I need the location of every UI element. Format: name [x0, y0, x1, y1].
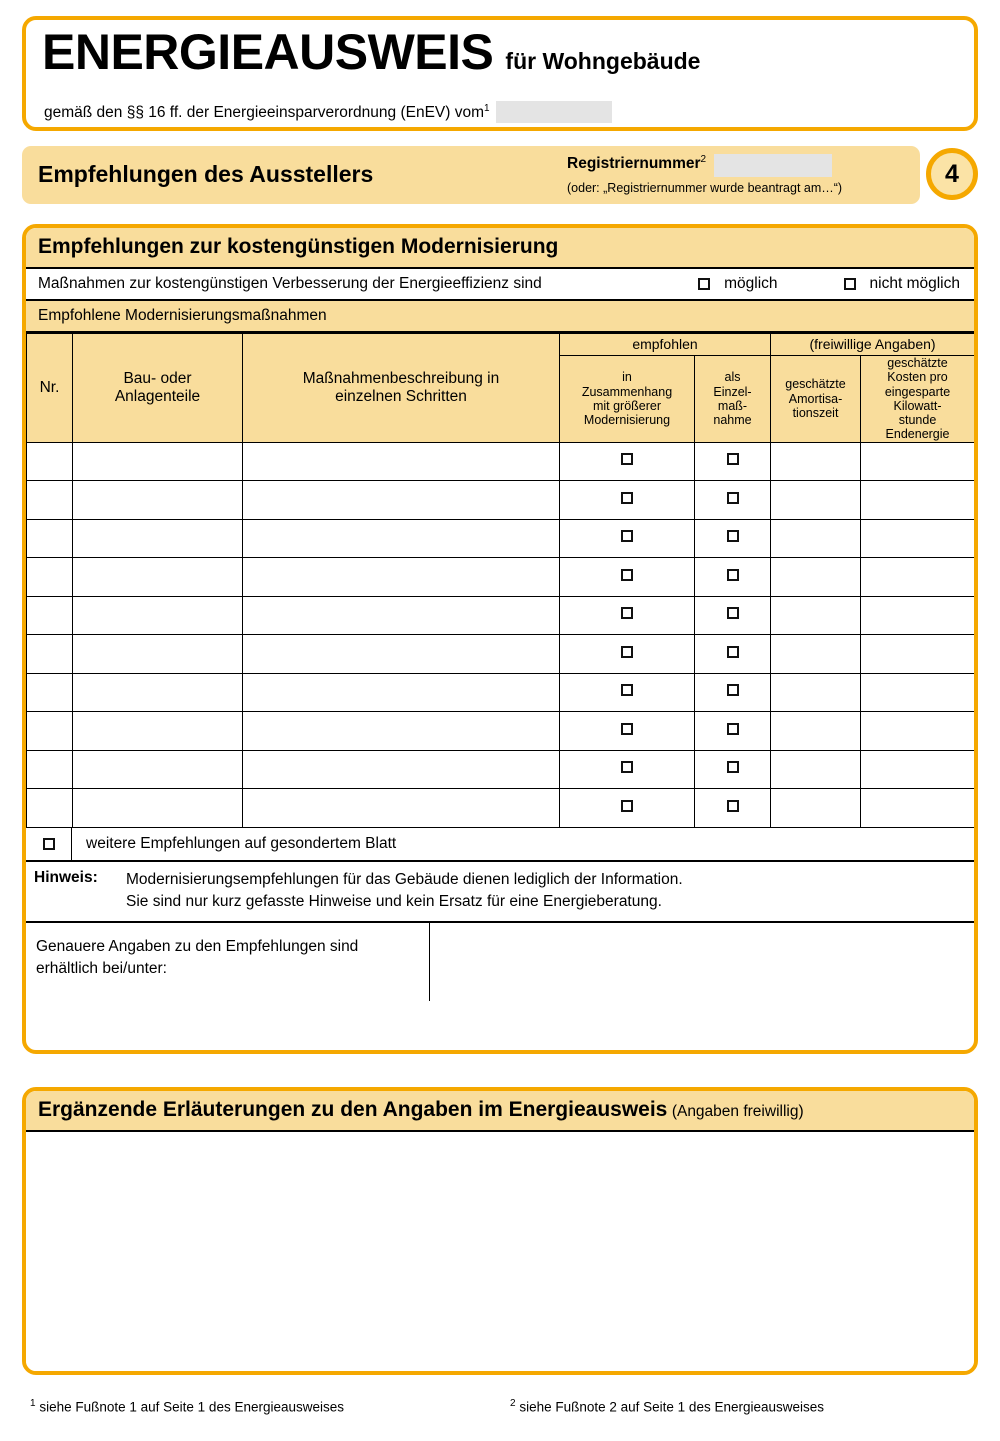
checkbox-icon-single-measure[interactable]: [727, 646, 739, 658]
row-cell-single[interactable]: [695, 519, 771, 558]
row-cell-description[interactable]: [243, 635, 560, 674]
footnotes: [30, 1398, 970, 1415]
measures-table: [26, 333, 975, 828]
explanations-textarea[interactable]: [26, 1132, 974, 1375]
explanations-heading-note: (Angaben freiwillig): [671, 1103, 804, 1120]
checkbox-icon-in-context[interactable]: [621, 723, 633, 735]
row-cell-single[interactable]: [695, 442, 771, 481]
explanations-panel: [22, 1087, 978, 1375]
row-cell-parts[interactable]: [73, 442, 243, 481]
row-cell-in-context[interactable]: [560, 596, 695, 635]
checkbox-icon-in-context[interactable]: [621, 453, 633, 465]
row-cell-amortisation[interactable]: [771, 519, 861, 558]
table-row: [27, 673, 975, 712]
col-header-nr: Nr.: [27, 334, 73, 443]
note-line-1: Modernisierungsempfehlungen für das Gebäude dienen lediglich der Information.: [126, 870, 683, 888]
legal-basis-line: [44, 102, 612, 124]
row-cell-amortisation[interactable]: [771, 789, 861, 828]
row-cell-single[interactable]: [695, 712, 771, 751]
registration-line: [567, 152, 917, 175]
row-cell-cost-per-kwh[interactable]: [861, 750, 975, 789]
checkbox-icon-single-measure[interactable]: [727, 723, 739, 735]
contact-label: Genauere Angaben zu den Empfehlungen sind erhältlich bei/unter:: [26, 923, 430, 1001]
row-cell-nr[interactable]: [27, 712, 73, 751]
section-header-bar: [22, 146, 920, 204]
feasibility-question: Maßnahmen zur kostengünstigen Verbesserung der Energieeffizienz sind: [38, 275, 542, 292]
row-cell-parts[interactable]: [73, 558, 243, 597]
table-row: [27, 712, 975, 751]
title-row: [26, 20, 974, 79]
row-cell-nr[interactable]: [27, 673, 73, 712]
checkbox-icon-in-context[interactable]: [621, 761, 633, 773]
checkbox-icon-in-context[interactable]: [621, 530, 633, 542]
row-cell-description[interactable]: [243, 750, 560, 789]
row-cell-amortisation[interactable]: [771, 635, 861, 674]
footnote-2: [510, 1398, 824, 1415]
feasibility-possible-label: möglich: [724, 275, 778, 292]
row-cell-amortisation[interactable]: [771, 481, 861, 520]
table-row: [27, 635, 975, 674]
further-recommendations-row[interactable]: [26, 828, 974, 862]
row-cell-amortisation[interactable]: [771, 673, 861, 712]
enev-date-redaction-field[interactable]: [496, 101, 612, 123]
document-title-block: [22, 16, 978, 131]
registration-note: (oder: „Registriernummer wurde beantragt am…“): [567, 181, 843, 195]
row-cell-nr[interactable]: [27, 596, 73, 635]
measures-subheading: Empfohlene Modernisierungsmaßnahmen: [26, 301, 974, 333]
row-cell-cost-per-kwh[interactable]: [861, 635, 975, 674]
footnote-1-text: siehe Fußnote 1 auf Seite 1 des Energieausweises: [39, 1399, 345, 1415]
row-cell-nr[interactable]: [27, 635, 73, 674]
row-cell-single[interactable]: [695, 596, 771, 635]
row-cell-nr[interactable]: [27, 558, 73, 597]
row-cell-description[interactable]: [243, 481, 560, 520]
row-cell-nr[interactable]: [27, 442, 73, 481]
row-cell-in-context[interactable]: [560, 789, 695, 828]
col-group-header-recommended: empfohlen: [560, 334, 771, 356]
row-cell-in-context[interactable]: [560, 519, 695, 558]
feasibility-row: [26, 269, 974, 301]
row-cell-amortisation[interactable]: [771, 712, 861, 751]
table-row: [27, 596, 975, 635]
checkbox-icon-in-context[interactable]: [621, 646, 633, 658]
checkbox-icon-single-measure[interactable]: [727, 492, 739, 504]
further-recommendations-label: weitere Empfehlungen auf gesondertem Blatt: [86, 834, 397, 852]
checkbox-icon-further-recommendations[interactable]: [43, 838, 55, 850]
row-cell-cost-per-kwh[interactable]: [861, 442, 975, 481]
modernisation-panel: [22, 224, 978, 1054]
row-cell-description[interactable]: [243, 442, 560, 481]
page-number-badge: 4: [926, 148, 978, 200]
checkbox-icon-in-context[interactable]: [621, 607, 633, 619]
checkbox-icon-single-measure[interactable]: [727, 607, 739, 619]
row-cell-cost-per-kwh[interactable]: [861, 481, 975, 520]
table-row: [27, 481, 975, 520]
row-cell-parts[interactable]: [73, 635, 243, 674]
row-cell-amortisation[interactable]: [771, 558, 861, 597]
registration-footnote-marker: 2: [700, 153, 707, 165]
registration-label: Registriernummer$^2$: [567, 153, 707, 172]
table-row: [27, 519, 975, 558]
row-cell-nr[interactable]: [27, 789, 73, 828]
row-cell-cost-per-kwh[interactable]: [861, 789, 975, 828]
row-cell-in-context[interactable]: [560, 481, 695, 520]
row-cell-parts[interactable]: [73, 750, 243, 789]
measures-group-header-row: [27, 334, 975, 356]
row-cell-single[interactable]: [695, 481, 771, 520]
table-row: [27, 558, 975, 597]
row-cell-single[interactable]: [695, 750, 771, 789]
feasibility-not-possible-label: nicht möglich: [869, 275, 960, 292]
modernisation-heading: Empfehlungen zur kostengünstigen Modernisierung: [26, 228, 974, 269]
row-cell-parts[interactable]: [73, 481, 243, 520]
measures-table-body: [27, 442, 975, 827]
row-cell-amortisation[interactable]: [771, 750, 861, 789]
col-header-parts: Bau- oder Anlagenteile: [73, 334, 243, 443]
checkbox-icon-in-context[interactable]: [621, 800, 633, 812]
registration-block: [567, 152, 917, 195]
row-cell-in-context[interactable]: [560, 558, 695, 597]
document-subtitle: für Wohngebäude: [505, 48, 701, 74]
row-cell-nr[interactable]: [27, 750, 73, 789]
checkbox-icon-in-context[interactable]: [621, 684, 633, 696]
row-cell-cost-per-kwh[interactable]: [861, 596, 975, 635]
row-cell-amortisation[interactable]: [771, 442, 861, 481]
col-header-in-context: in Zusammenhang mit größerer Modernisierung: [560, 356, 695, 443]
checkbox-icon-in-context[interactable]: [621, 492, 633, 504]
row-cell-description[interactable]: [243, 789, 560, 828]
feasibility-option-possible[interactable]: [698, 275, 777, 293]
checkbox-icon-single-measure[interactable]: [727, 800, 739, 812]
explanations-heading: Ergänzende Erläuterungen zu den Angaben im Energieausweis: [38, 1098, 668, 1121]
further-recommendations-checkbox-cell[interactable]: [26, 828, 72, 860]
row-cell-nr[interactable]: [27, 481, 73, 520]
registration-number-redaction-field[interactable]: [714, 154, 832, 177]
checkbox-icon-in-context[interactable]: [621, 569, 633, 581]
checkbox-icon-single-measure[interactable]: [727, 530, 739, 542]
legal-basis-text: gemäß den §§ 16 ff. der Energieeinsparverordnung (EnEV) vom: [44, 104, 484, 122]
col-header-amortisation: geschätzte Amortisa- tionszeit: [771, 356, 861, 443]
footnote-2-text: siehe Fußnote 2 auf Seite 1 des Energieausweises: [519, 1399, 825, 1415]
note-row: [26, 862, 974, 923]
row-cell-parts[interactable]: [73, 519, 243, 558]
measures-table-head: [27, 334, 975, 443]
row-cell-parts[interactable]: [73, 596, 243, 635]
table-row: [27, 789, 975, 828]
table-row: [27, 750, 975, 789]
col-header-single-measure: als Einzel- maß- nahme: [695, 356, 771, 443]
col-header-description: Maßnahmenbeschreibung in einzelnen Schritten: [243, 334, 560, 443]
row-cell-in-context[interactable]: [560, 750, 695, 789]
row-cell-cost-per-kwh[interactable]: [861, 712, 975, 751]
row-cell-description[interactable]: [243, 596, 560, 635]
checkbox-icon-single-measure[interactable]: [727, 569, 739, 581]
row-cell-single[interactable]: [695, 673, 771, 712]
row-cell-amortisation[interactable]: [771, 596, 861, 635]
section-title: Empfehlungen des Ausstellers: [38, 161, 374, 187]
checkbox-icon-single-measure[interactable]: [727, 761, 739, 773]
row-cell-single[interactable]: [695, 789, 771, 828]
row-cell-in-context[interactable]: [560, 673, 695, 712]
row-cell-description[interactable]: [243, 712, 560, 751]
row-cell-single[interactable]: [695, 635, 771, 674]
feasibility-option-not-possible[interactable]: [844, 275, 960, 293]
row-cell-description[interactable]: [243, 673, 560, 712]
explanations-heading-row: [26, 1091, 974, 1132]
row-cell-in-context[interactable]: [560, 712, 695, 751]
row-cell-description[interactable]: [243, 519, 560, 558]
footnote-2-marker: 2: [510, 1398, 516, 1409]
contact-row: [26, 923, 974, 1001]
checkbox-icon-not-possible[interactable]: [844, 278, 856, 290]
row-cell-cost-per-kwh[interactable]: [861, 519, 975, 558]
row-cell-description[interactable]: [243, 558, 560, 597]
document-title: ENERGIEAUSWEIS: [42, 24, 494, 80]
note-label: Hinweis:: [34, 868, 98, 886]
note-body: [126, 869, 683, 913]
footnote-1-marker: 1: [30, 1398, 36, 1409]
note-line-2: Sie sind nur kurz gefasste Hinweise und kein Ersatz für eine Energieberatung.: [126, 892, 662, 910]
col-group-header-voluntary: (freiwillige Angaben): [771, 334, 975, 356]
footnote-1: [30, 1398, 510, 1415]
row-cell-cost-per-kwh[interactable]: [861, 673, 975, 712]
row-cell-cost-per-kwh[interactable]: [861, 558, 975, 597]
col-header-cost-per-kwh: geschätzte Kosten pro eingesparte Kilowatt- stunde Endenergie: [861, 356, 975, 443]
contact-value-field[interactable]: [430, 923, 974, 1001]
table-row: [27, 442, 975, 481]
legal-basis-footnote-marker: 1: [484, 102, 490, 114]
checkbox-icon-single-measure[interactable]: [727, 684, 739, 696]
row-cell-single[interactable]: [695, 558, 771, 597]
row-cell-parts[interactable]: [73, 712, 243, 751]
row-cell-nr[interactable]: [27, 519, 73, 558]
row-cell-in-context[interactable]: [560, 635, 695, 674]
row-cell-parts[interactable]: [73, 789, 243, 828]
row-cell-parts[interactable]: [73, 673, 243, 712]
checkbox-icon-possible[interactable]: [698, 278, 710, 290]
row-cell-in-context[interactable]: [560, 442, 695, 481]
checkbox-icon-single-measure[interactable]: [727, 453, 739, 465]
